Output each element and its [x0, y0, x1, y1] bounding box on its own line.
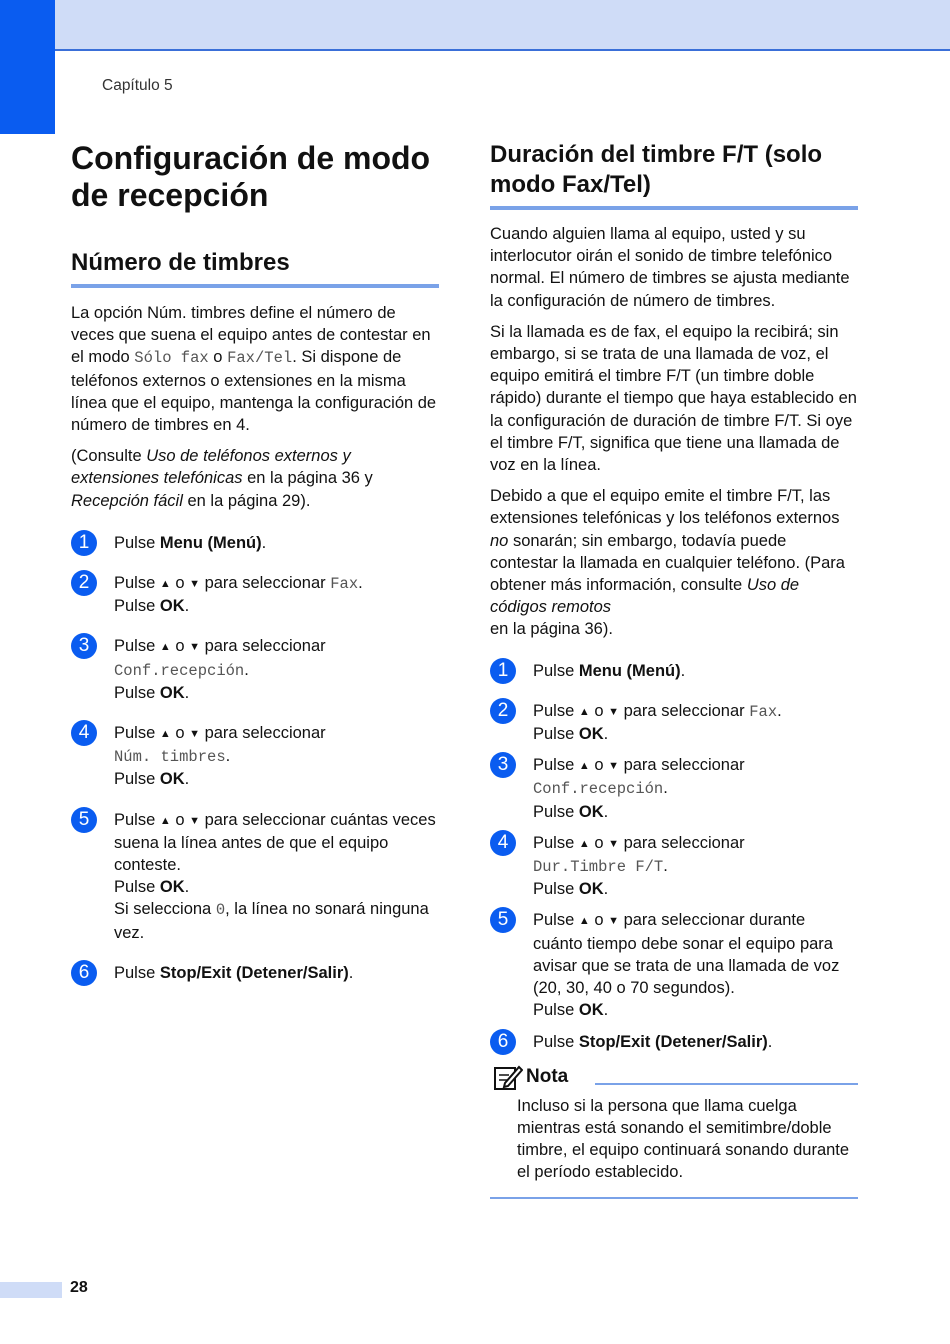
step-number: 6 — [71, 960, 97, 986]
key-stop-exit: Stop/Exit (Detener/Salir) — [578, 1032, 768, 1051]
up-arrow-icon: ▲ — [578, 837, 590, 850]
menu-value: Conf.recepción — [114, 661, 245, 680]
menu-value: Conf.recepción — [533, 780, 664, 799]
reference-paragraph: (Consulte Uso de teléfonos externos y extensiones telefónicas en la página 36 y Recepción fácil en la página 29). — [71, 447, 373, 510]
chapter-label: Capítulo 5 — [102, 77, 173, 94]
steps-list-right — [490, 660, 858, 1053]
down-arrow-icon: ▼ — [608, 705, 619, 718]
page-number-bar — [0, 1282, 62, 1298]
menu-value: Fax — [749, 702, 778, 721]
page-title: Configuración de modo de recepción — [71, 140, 431, 213]
note-text: Incluso si la persona que llama cuelga mientras está sonando el semitimbre/doble timbre, el equipo continuará sonando durante el período establecido. — [517, 1096, 850, 1182]
paragraph-3: Debido a que el equipo emite el timbre F/T, las extensiones telefónicas y los teléfonos externos no sonarán; sin embargo, todavía puede contestar la llamada en cualquier teléfono. (Para obtener más información, consulte Uso de códigos remotos en la página 36). — [490, 487, 845, 639]
step-number: 4 — [71, 720, 97, 746]
key-menu: Menu (Menú) — [159, 533, 262, 552]
paragraph-2: Si la llamada es de fax, el equipo la recibirá; sin embargo, si se trata de una llamada de voz, el equipo emitirá el timbre F/T (un timbre doble rápido) durante el tiempo que haya establecido en la configuración de duración de timbre F/T. Si oye el timbre F/T, significa que tiene una llamada de voz en la línea. — [490, 322, 857, 475]
down-arrow-icon: ▼ — [189, 728, 200, 741]
step-number: 2 — [490, 698, 516, 724]
up-arrow-icon: ▲ — [578, 915, 590, 928]
up-arrow-icon: ▲ — [159, 578, 171, 591]
steps-list-left — [71, 532, 439, 984]
note-pencil-icon — [493, 1063, 523, 1091]
step-item: 5 Pulse ▲ o ▼ para seleccionar cuántas veces suena la línea antes de que el equipo conteste. Pulse OK. Si selecciona 0, la línea no sonará ninguna vez. — [71, 809, 439, 944]
step-number: 2 — [71, 570, 97, 596]
menu-value: Núm. timbres — [114, 748, 226, 767]
menu-value: Fax — [330, 575, 359, 594]
ref-link-external-phones: Uso de teléfonos externos y extensiones telefónicas — [71, 447, 351, 488]
down-arrow-icon: ▼ — [189, 641, 200, 654]
step-number: 6 — [490, 1029, 516, 1055]
key-stop-exit: Stop/Exit (Detener/Salir) — [159, 963, 349, 982]
down-arrow-icon: ▼ — [189, 814, 200, 827]
key-ok: OK — [159, 683, 185, 702]
step-item: 4 Pulse ▲ o ▼ para seleccionar Núm. timbres. Pulse OK. — [71, 722, 439, 791]
section-rule — [490, 206, 858, 210]
mode-fax-tel: Fax/Tel — [227, 349, 293, 368]
chapter-tab — [0, 0, 55, 134]
note-label: Nota — [526, 1065, 569, 1087]
step-number: 4 — [490, 830, 516, 856]
step-item: 6 Pulse Stop/Exit (Detener/Salir). — [71, 962, 439, 984]
up-arrow-icon: ▲ — [159, 728, 171, 741]
step-item: 3 Pulse ▲ o ▼ para seleccionar Conf.recepción. Pulse OK. — [490, 754, 858, 823]
step-item: 2 Pulse ▲ o ▼ para seleccionar Fax. Pulse OK. — [71, 572, 439, 617]
paragraph-1: Cuando alguien llama al equipo, usted y su interlocutor oirán el sonido de timbre telefónico normal. El número de timbres se ajusta mediante la configuración de número de timbres. — [490, 225, 850, 310]
step-item: 1 Pulse Menu (Menú). — [71, 532, 439, 554]
step-number: 1 — [490, 658, 516, 684]
key-ok: OK — [159, 770, 185, 789]
down-arrow-icon: ▼ — [608, 837, 619, 850]
mode-solo-fax: Sólo fax — [134, 349, 209, 368]
section-rule — [71, 284, 439, 288]
right-column — [490, 140, 858, 1199]
intro-paragraph: La opción Núm. timbres define el número de veces que suena el equipo antes de contestar en el modo Sólo fax o Fax/Tel. Si dispone de teléfonos externos o extensiones en la misma línea que el equipo, mantenga la configuración de número de timbres en 4. — [71, 304, 437, 435]
section-title-rings: Número de timbres — [71, 249, 290, 276]
note-body — [490, 1095, 858, 1184]
left-column — [71, 140, 439, 1002]
key-menu: Menu (Menú) — [578, 661, 681, 680]
page-number: 28 — [70, 1279, 88, 1296]
note-end-rule — [490, 1197, 858, 1199]
step-item: 6 Pulse Stop/Exit (Detener/Salir). — [490, 1031, 858, 1053]
down-arrow-icon: ▼ — [608, 915, 619, 928]
down-arrow-icon: ▼ — [608, 760, 619, 773]
step-number: 3 — [490, 752, 516, 778]
key-ok: OK — [578, 725, 604, 744]
header-band — [0, 0, 950, 51]
menu-value: Dur.Timbre F/T — [533, 858, 664, 877]
menu-value: 0 — [215, 901, 226, 920]
step-number: 5 — [71, 807, 97, 833]
step-item: 2 Pulse ▲ o ▼ para seleccionar Fax. Pulse OK. — [490, 700, 858, 745]
step-number: 5 — [490, 907, 516, 933]
up-arrow-icon: ▲ — [578, 760, 590, 773]
step-item: 1 Pulse Menu (Menú). — [490, 660, 858, 682]
ref-link-remote-codes: Uso de códigos remotos — [490, 576, 800, 617]
step-number: 1 — [71, 530, 97, 556]
down-arrow-icon: ▼ — [189, 578, 200, 591]
step-item: 5 Pulse ▲ o ▼ para seleccionar durante cuánto tiempo debe sonar el equipo para avisar que se trata de una llamada de voz (20, 30, 40 o 70 segundos). Pulse OK. — [490, 909, 858, 1021]
key-ok: OK — [159, 597, 185, 616]
section-title-ft-duration: Duración del timbre F/T (solo modo Fax/Tel) — [490, 141, 823, 198]
key-ok: OK — [578, 880, 604, 899]
up-arrow-icon: ▲ — [578, 705, 590, 718]
up-arrow-icon: ▲ — [159, 641, 171, 654]
key-ok: OK — [578, 802, 604, 821]
note-header — [490, 1063, 858, 1093]
step-item: 4 Pulse ▲ o ▼ para seleccionar Dur.Timbre F/T. Pulse OK. — [490, 832, 858, 901]
step-item: 3 Pulse ▲ o ▼ para seleccionar Conf.recepción. Pulse OK. — [71, 635, 439, 704]
key-ok: OK — [578, 1001, 604, 1020]
ref-link-easy-receive: Recepción fácil — [71, 491, 183, 510]
step-number: 3 — [71, 633, 97, 659]
up-arrow-icon: ▲ — [159, 814, 171, 827]
key-ok: OK — [159, 878, 185, 897]
note-rule — [595, 1083, 858, 1085]
